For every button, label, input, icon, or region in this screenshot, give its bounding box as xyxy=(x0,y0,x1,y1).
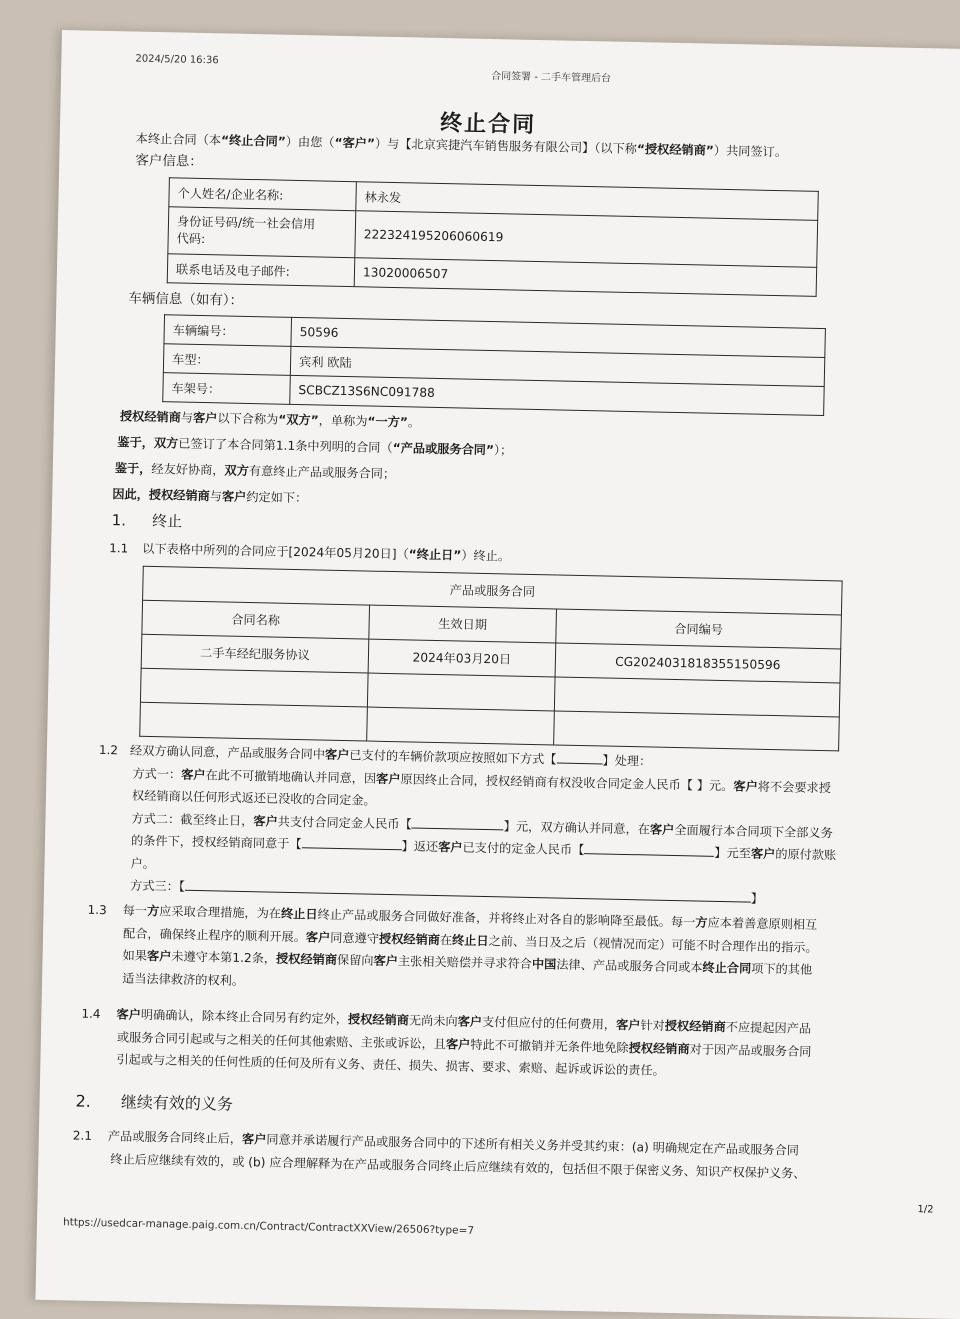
section-2-heading: 2. 继续有效的义务 xyxy=(75,1091,234,1114)
intro-paragraph: 本终止合同（本“终止合同”）由您（“客户”）与【北京宾捷汽车销售服务有限公司】（以下称“授权经销商”）共同签订。 xyxy=(135,131,788,160)
page-number: 1/2 xyxy=(917,1204,934,1216)
header-contract-number: 合同编号 xyxy=(556,609,842,649)
vin-label: 车架号： xyxy=(163,373,291,405)
whereas-1: 鉴于，双方已签订了本合同第1.1条中列明的合同（“产品或服务合同”）； xyxy=(117,435,513,458)
table-caption: 产品或服务合同 xyxy=(143,566,843,615)
contract-name-cell: 二手车经纪服务协议 xyxy=(141,634,369,673)
vehicle-number-label: 车辆编号： xyxy=(164,315,292,347)
clause-1-2: 1.2 经双方确认同意，产品或服务合同中客户已支付的车辆价款项应按照如下方式【 】处理： 方式一：客户在此不可撤销地确认并同意，因客户原因终止合同，授权经销商有权没收合同定金人民币【 】元。客户将不会要求授 权经销商以任何形式返还已没收的合同定金。 方式二：截至终止日，客户共支付合同定金人民币【 】元，双方确认并同意，在客户全面履行本合同项下全部义务 的条件下，授权经销商同意于【 】返还客户已支付的定金人民币【 】元至客户的原付款账 户。 方式三：【】 xyxy=(98,742,837,906)
print-timestamp: 2024/5/20 16:36 xyxy=(135,53,219,67)
vehicle-model-value: 宾利 欧陆 xyxy=(290,346,824,386)
contact-value: 13020006507 xyxy=(354,258,817,297)
document-title: 终止合同 xyxy=(439,110,537,138)
section-1-heading: 1. 终止 xyxy=(111,511,183,531)
contract-page xyxy=(35,30,960,1319)
vin-value: SCBCZ13S6NC091788 xyxy=(290,375,824,415)
header-effective-date: 生效日期 xyxy=(369,605,557,643)
contract-number-cell: CG2024031818355150596 xyxy=(555,643,841,683)
name-label: 个人姓名/企业名称: xyxy=(169,178,357,211)
customer-info-table xyxy=(167,177,819,297)
parties-definition: 授权经销商与客户以下合称为“双方”，单称为“一方”。 xyxy=(119,409,421,430)
clause-2-1: 2.1 产品或服务合同终止后，客户同意并承诺履行产品或服务合同中的下述所有相关义务并受其约束：(a) 明确规定在产品或服务合同 终止后应继续有效的，或 (b) 应合理解释为在产品或服务合同终止后应继续有效的，包括但不限于保密义务、知识产权保护义务、 xyxy=(72,1128,806,1181)
id-value: 222324195206060619 xyxy=(355,211,818,268)
print-page-title: 合同签署 - 二手车管理后台 xyxy=(491,70,612,85)
effective-date-cell: 2024年03月20日 xyxy=(368,639,556,677)
whereas-2: 鉴于，经友好协商，双方有意终止产品或服务合同； xyxy=(114,461,396,482)
vehicle-info-table xyxy=(162,314,826,416)
therefore-line: 因此，授权经销商与客户约定如下： xyxy=(112,487,308,506)
print-url: https://usedcar-manage.paig.com.cn/Contract/ContractXXView/26506?type=7 xyxy=(62,1216,475,1237)
clause-1-4: 1.4 客户明确确认，除本终止合同另有约定外，授权经销商无尚未向客户支付但应付的任何费用，客户针对授权经销商不应提起因产品 或服务合同引起或与之相关的任何其他索赔、主张或诉讼，且客户特此不可撤销并无条件地免除授权经销商对于因产品或服务合同 引起或与之相关的任何性质的任何及所有义务、责任、损失、损害、要求、索赔、起诉或诉讼的责任。 xyxy=(81,1006,812,1078)
name-value: 林永发 xyxy=(356,182,819,221)
vehicle-model-label: 车型： xyxy=(163,344,291,376)
vehicle-number-value: 50596 xyxy=(291,317,825,357)
customer-info-heading: 客户信息： xyxy=(135,152,203,170)
clause-1-1: 1.1 以下表格中所列的合同应于[2024年05月20日]（“终止日”）终止。 xyxy=(109,541,511,564)
contract-list-table xyxy=(139,566,842,752)
clause-1-3: 1.3 每一方应采取合理措施，为在终止日终止产品或服务合同做好准备，并将终止对各自的影响降至最低。每一方应本着善意原则相互 配合，确保终止程序的顺利开展。客户同意遵守授权经销商在终止日之前、当日及之后（视情况而定）可能不时合理作出的指示。 如果客户未遵守本第1.2条，授权经销商保留向客户主张相关赔偿并寻求符合中国法律、产品或服务合同或本终止合同项下的其他 适当法律救济的权利。 xyxy=(87,902,818,988)
id-label: 身份证号码/统一社会信用 代码: xyxy=(168,207,356,258)
contact-label: 联系电话及电子邮件: xyxy=(167,254,355,287)
header-contract-name: 合同名称 xyxy=(142,600,370,639)
vehicle-info-heading: 车辆信息（如有）： xyxy=(128,290,244,309)
